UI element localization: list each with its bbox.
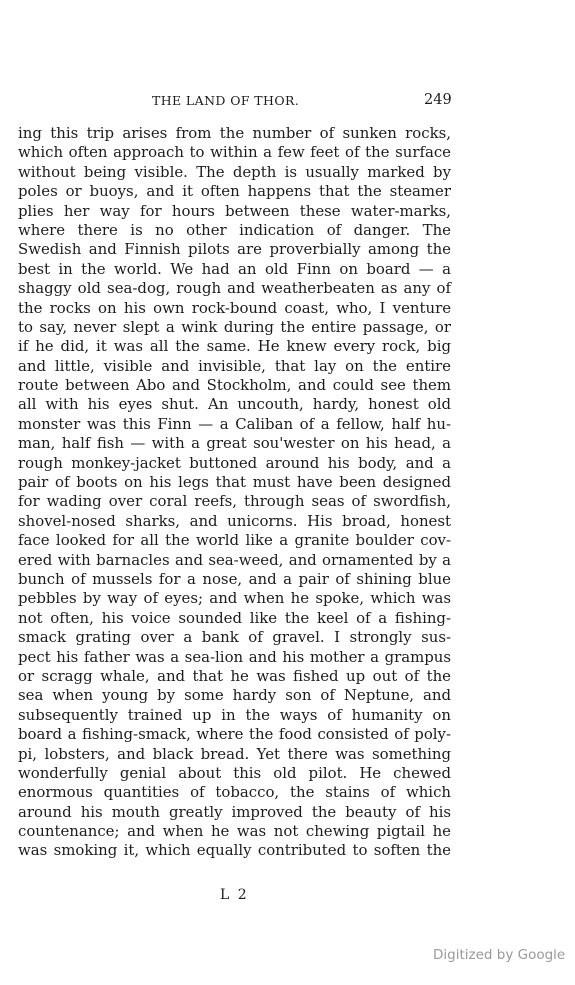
page-number: 249: [424, 92, 452, 108]
text-line: face looked for all the world like a granite boulder cov-: [18, 531, 451, 550]
text-line: wonderfully genial about this old pilot. He chewed: [18, 763, 451, 782]
text-line: monster was this Finn — a Caliban of a fellow, half hu-: [18, 414, 451, 433]
text-line: pect his father was a sea-lion and his mother a grampus: [18, 647, 451, 666]
text-line: all with his eyes shut. An uncouth, hardy, honest old: [18, 395, 451, 414]
text-line: where there is no other indication of danger. The: [18, 220, 451, 239]
text-line: countenance; and when he was not chewing pigtail he: [18, 822, 451, 841]
text-line: if he did, it was all the same. He knew every rock, big: [18, 337, 451, 356]
text-line: pi, lobsters, and black bread. Yet there was something: [18, 744, 451, 763]
text-line: around his mouth greatly improved the beauty of his: [18, 802, 451, 821]
running-head: [0, 93, 575, 113]
text-line: man, half fish — with a great sou'wester on his head, a: [18, 434, 451, 453]
text-line: or scragg whale, and that he was fished up out of the: [18, 666, 451, 685]
running-title: THE LAND OF THOR.: [152, 93, 300, 108]
text-line: poles or buoys, and it often happens that the steamer: [18, 182, 451, 201]
text-line: subsequently trained up in the ways of humanity on: [18, 705, 451, 724]
text-line: which often approach to within a few feet of the surface: [18, 143, 451, 162]
text-line: shaggy old sea-dog, rough and weatherbeaten as any of: [18, 279, 451, 298]
text-line: for wading over coral reefs, through seas of swordfish,: [18, 492, 451, 511]
text-line: the rocks on his own rock-bound coast, who, I venture: [18, 298, 451, 317]
signature-mark: L 2: [220, 887, 249, 903]
text-line: board a fishing-smack, where the food consisted of poly-: [18, 725, 451, 744]
text-line: Swedish and Finnish pilots are proverbially among the: [18, 240, 451, 259]
text-line: without being visible. The depth is usually marked by: [18, 162, 451, 181]
body-text: [18, 124, 451, 861]
text-line: rough monkey-jacket buttoned around his body, and a: [18, 453, 451, 472]
text-line: bunch of mussels for a nose, and a pair of shining blue: [18, 569, 451, 588]
text-line: was smoking it, which equally contributed to soften the: [18, 841, 451, 860]
digitized-watermark: Digitized by Google: [433, 947, 566, 963]
text-line: pebbles by way of eyes; and when he spoke, which was: [18, 589, 451, 608]
text-line: route between Abo and Stockholm, and could see them: [18, 376, 451, 395]
text-line: and little, visible and invisible, that lay on the entire: [18, 356, 451, 375]
text-line: ered with barnacles and sea-weed, and ornamented by a: [18, 550, 451, 569]
text-line: enormous quantities of tobacco, the stains of which: [18, 783, 451, 802]
text-line: plies her way for hours between these water-marks,: [18, 201, 451, 220]
text-line: to say, never slept a wink during the entire passage, or: [18, 317, 451, 336]
text-line: shovel-nosed sharks, and unicorns. His broad, honest: [18, 511, 451, 530]
text-line: sea when young by some hardy son of Neptune, and: [18, 686, 451, 705]
text-line: smack grating over a bank of gravel. I strongly sus-: [18, 628, 451, 647]
text-line: best in the world. We had an old Finn on board — a: [18, 259, 451, 278]
text-line: ing this trip arises from the number of sunken rocks,: [18, 124, 451, 142]
text-line: pair of boots on his legs that must have been designed: [18, 473, 451, 492]
text-line: not often, his voice sounded like the keel of a fishing-: [18, 608, 451, 627]
